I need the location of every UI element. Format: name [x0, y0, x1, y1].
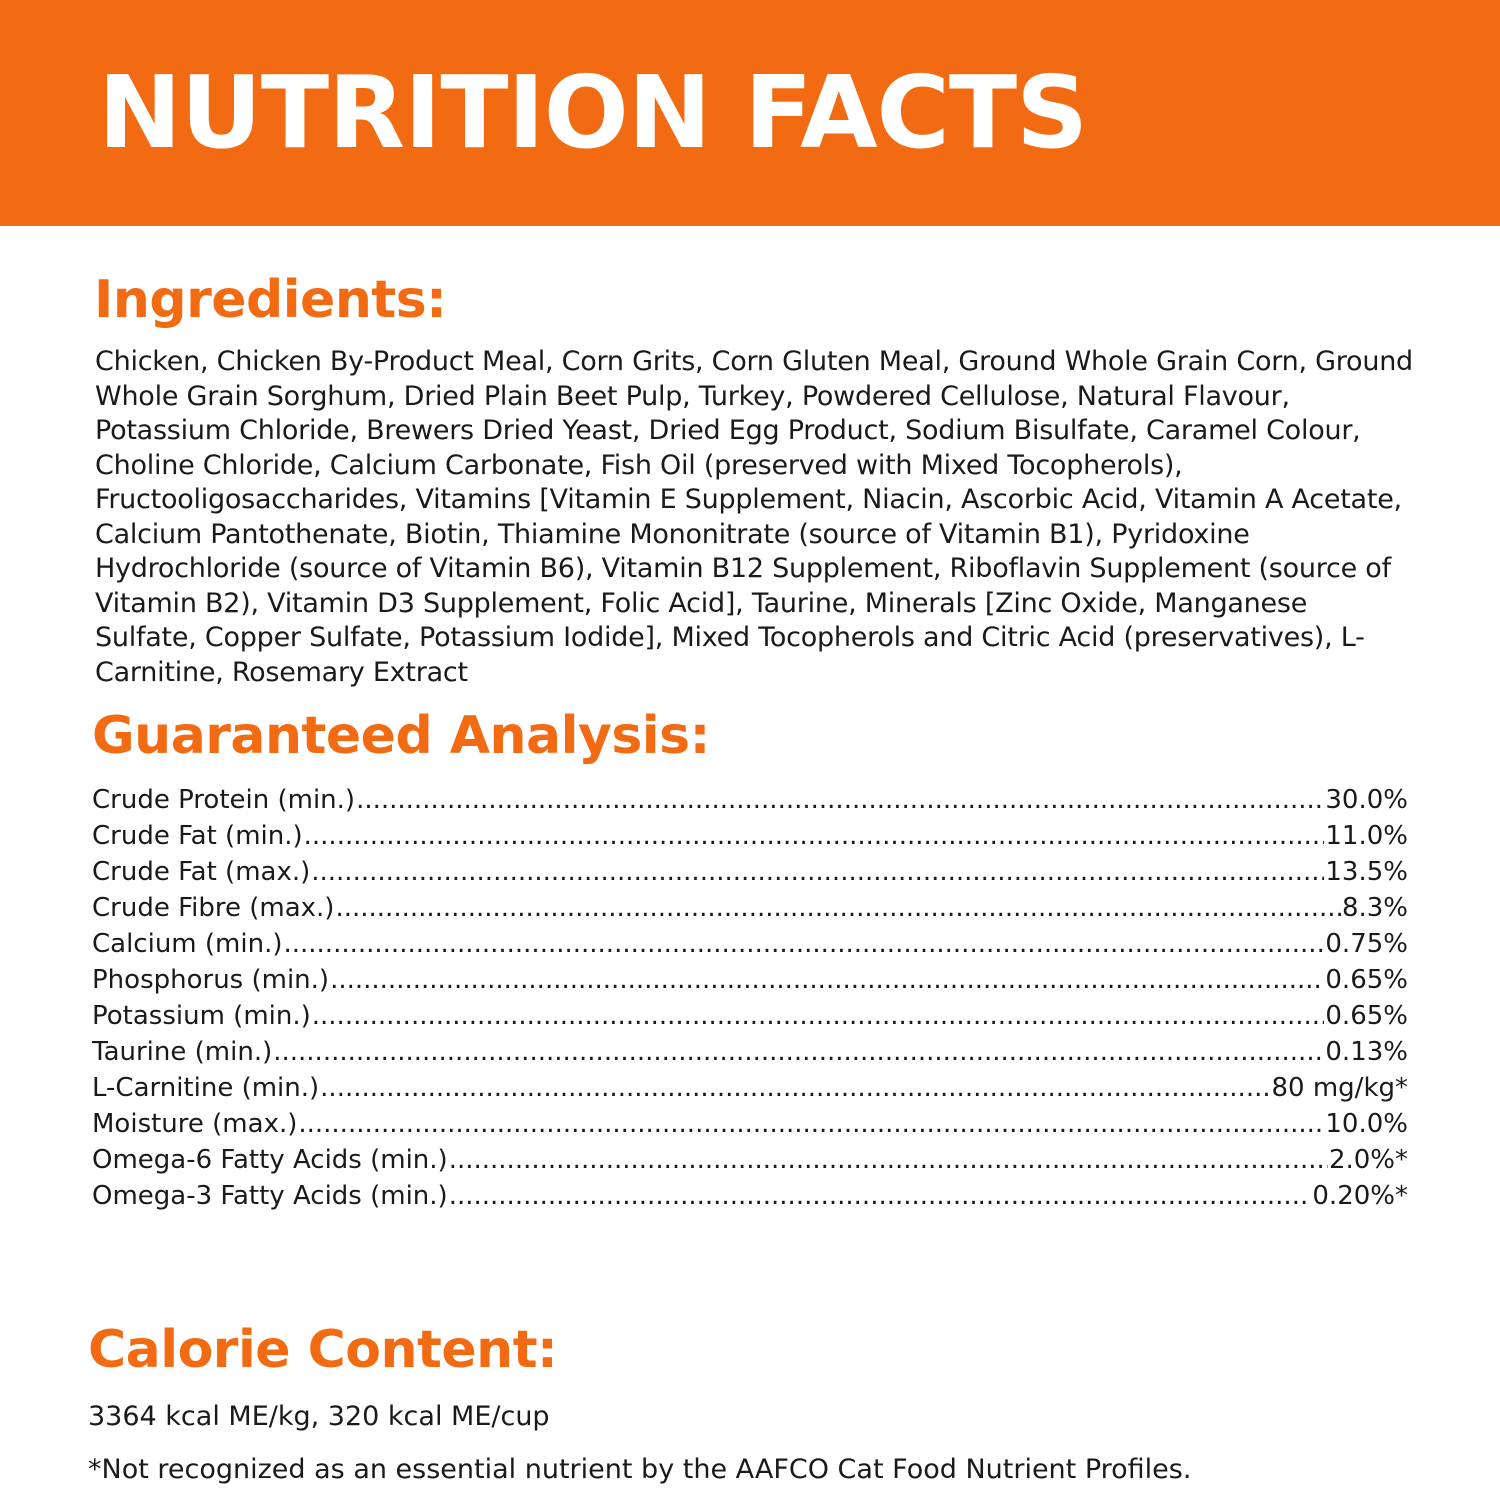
analysis-value: 0.65%	[1325, 1001, 1408, 1031]
analysis-row	[92, 1178, 1408, 1214]
dot-leader	[449, 1178, 1312, 1214]
title-banner	[0, 0, 1500, 226]
dot-leader	[273, 1034, 1324, 1070]
dot-leader	[449, 1142, 1328, 1178]
analysis-label: Potassium (min.)	[92, 1001, 311, 1031]
dot-leader	[335, 890, 1340, 926]
calorie-content-value: 3364 kcal ME/kg, 320 kcal ME/cup	[88, 1401, 550, 1432]
analysis-value: 10.0%	[1325, 1109, 1408, 1139]
analysis-row	[92, 962, 1408, 998]
analysis-label: L-Carnitine (min.)	[92, 1073, 320, 1103]
analysis-label: Omega-3 Fatty Acids (min.)	[92, 1181, 448, 1211]
analysis-label: Crude Protein (min.)	[92, 785, 356, 815]
analysis-row	[92, 998, 1408, 1034]
analysis-row	[92, 854, 1408, 890]
analysis-label: Omega-6 Fatty Acids (min.)	[92, 1145, 448, 1175]
analysis-row	[92, 1106, 1408, 1142]
analysis-row	[92, 782, 1408, 818]
analysis-row	[92, 1142, 1408, 1178]
analysis-row	[92, 1034, 1408, 1070]
analysis-row	[92, 818, 1408, 854]
analysis-value: 2.0%*	[1328, 1145, 1408, 1175]
analysis-label: Calcium (min.)	[92, 929, 283, 959]
analysis-label: Crude Fibre (max.)	[92, 893, 335, 923]
calorie-content-heading: Calorie Content:	[88, 1320, 558, 1380]
analysis-row	[92, 926, 1408, 962]
analysis-row	[92, 1070, 1408, 1106]
dot-leader	[283, 926, 1324, 962]
analysis-label: Phosphorus (min.)	[92, 965, 330, 995]
analysis-value: 0.75%	[1325, 929, 1408, 959]
page-title: NUTRITION FACTS	[98, 54, 1088, 171]
ingredients-list: Chicken, Chicken By-Product Meal, Corn Grits, Corn Gluten Meal, Ground Whole Grain Corn, Ground Whole Grain Sorghum, Dried Plain Beet Pulp, Turkey, Powdered Cellulose, Natural Flavour, Potassium Chloride, Brewers Dried Yeast, Dried Egg Product, Sodium Bisulfate, Caramel Colour, Choline Chloride, Calcium Carbonate, Fish Oil (preserved with Mixed Tocopherols), Fructooligosaccharides, Vitamins [Vitamin E Supplement, Niacin, Ascorbic Acid, Vitamin A Acetate, Calcium Pantothenate, Biotin, Thiamine Mononitrate (source of Vitamin B1), Pyridoxine Hydrochloride (source of Vitamin B6), Vitamin B12 Supplement, Riboflavin Supplement (source of Vitamin B2), Vitamin D3 Supplement, Folic Acid], Taurine, Minerals [Zinc Oxide, Manganese Sulfate, Copper Sulfate, Potassium Iodide], Mixed Tocopherols and Citric Acid (preservatives), L-Carnitine, Rosemary Extract	[95, 346, 1413, 688]
dot-leader	[330, 962, 1324, 998]
analysis-label: Crude Fat (max.)	[92, 857, 311, 887]
analysis-value: 8.3%	[1341, 893, 1408, 923]
analysis-label: Crude Fat (min.)	[92, 821, 303, 851]
analysis-value: 13.5%	[1325, 857, 1408, 887]
analysis-label: Taurine (min.)	[92, 1037, 273, 1067]
dot-leader	[320, 1070, 1270, 1106]
dot-leader	[356, 782, 1324, 818]
guaranteed-analysis-table	[92, 782, 1408, 1214]
ingredients-heading: Ingredients:	[94, 270, 447, 330]
analysis-row	[92, 890, 1408, 926]
analysis-label: Moisture (max.)	[92, 1109, 298, 1139]
dot-leader	[312, 998, 1325, 1034]
analysis-value: 0.20%*	[1312, 1181, 1408, 1211]
analysis-value: 0.13%	[1325, 1037, 1408, 1067]
analysis-value: 11.0%	[1325, 821, 1408, 851]
dot-leader	[298, 1106, 1324, 1142]
aafco-footnote: *Not recognized as an essential nutrient by the AAFCO Cat Food Nutrient Profiles.	[88, 1454, 1192, 1485]
analysis-value: 0.65%	[1325, 965, 1408, 995]
guaranteed-analysis-heading: Guaranteed Analysis:	[92, 706, 710, 766]
dot-leader	[311, 854, 1324, 890]
analysis-value: 80 mg/kg*	[1271, 1073, 1408, 1103]
analysis-value: 30.0%	[1325, 785, 1408, 815]
dot-leader	[304, 818, 1325, 854]
